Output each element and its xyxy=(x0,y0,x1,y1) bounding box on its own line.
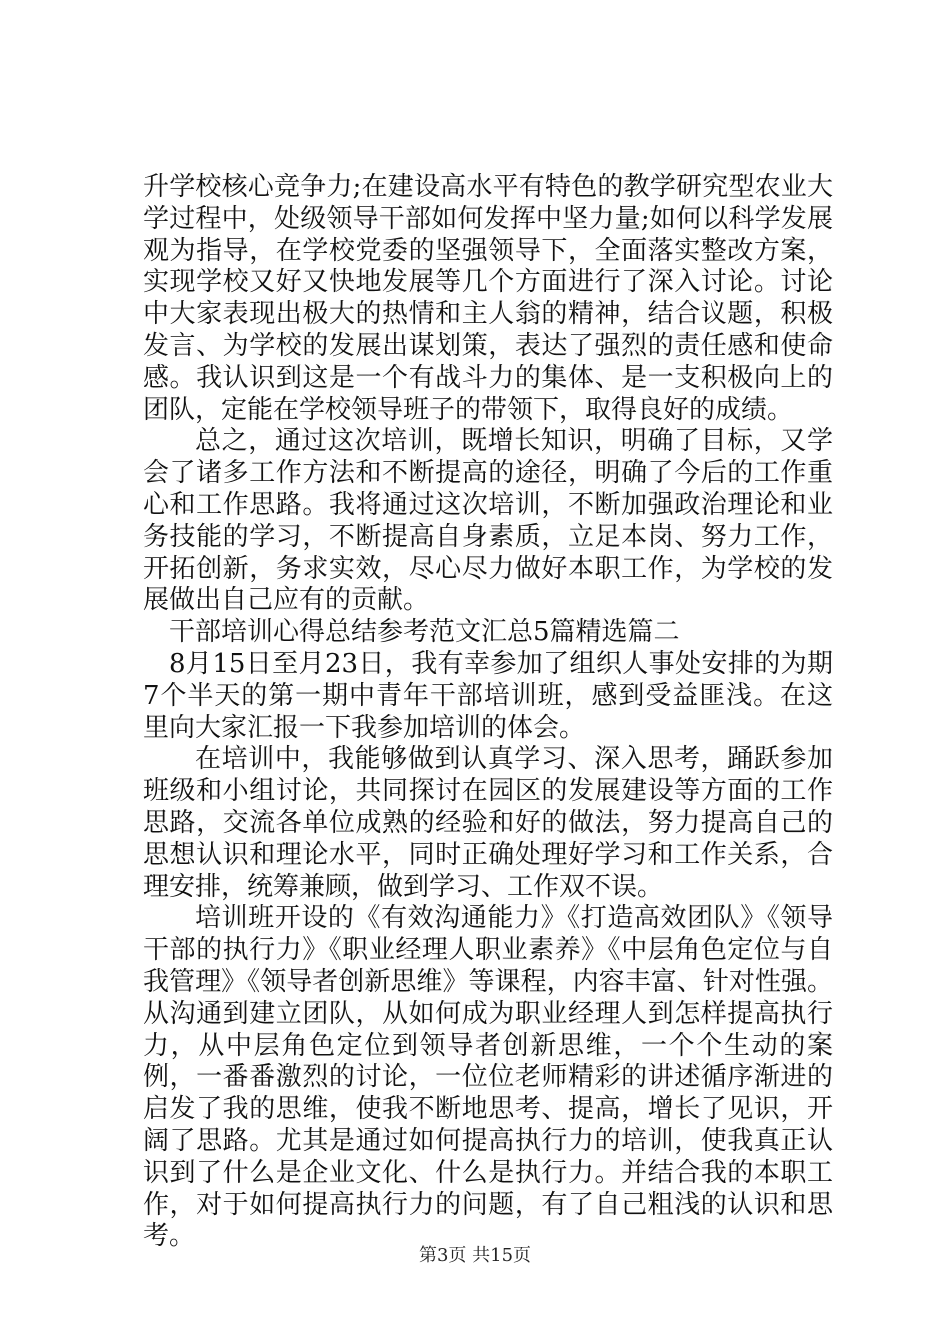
paragraph-courses: 培训班开设的《有效沟通能力》《打造高效团队》《领导干部的执行力》《职业经理人职业素养》《中层角色定位与自我管理》《领导者创新思维》等课程，内容丰富、针对性强。从沟通到建立团队，从如何成为职业经理人到怎样提高执行力，从中层角色定位到领导者创新思维，一个个生动的案例，一番番激烈的讨论，一位位老师精彩的讲述循序渐进的启发了我的思维，使我不断地思考、提高，增长了见识，开阔了思路。尤其是通过如何提高执行力的培训，使我真正认识到了什么是企业文化、什么是执行力。并结合我的本职工作，对于如何提高执行力的问题，有了自己粗浅的认识和思考。 xyxy=(143,903,833,1252)
paragraph-study: 在培训中，我能够做到认真学习、深入思考，踊跃参加班级和小组讨论，共同探讨在园区的发展建设等方面的工作思路，交流各单位成熟的经验和好的做法，努力提高自己的思想认识和理论水平，同时正确处理好学习和工作关系，合理安排，统筹兼顾，做到学习、工作双不误。 xyxy=(143,744,833,902)
paragraph-summary: 总之，通过这次培训，既增长知识，明确了目标，又学会了诸多工作方法和不断提高的途径，明确了今后的工作重心和工作思路。我将通过这次培训，不断加强政治理论和业务技能的学习，不断提高自身素质，立足本岗、努力工作，开拓创新，务求实效，尽心尽力做好本职工作，为学校的发展做出自己应有的贡献。 xyxy=(143,426,833,616)
paragraph-continued: 升学校核心竞争力;在建设高水平有特色的教学研究型农业大学过程中，处级领导干部如何发挥中坚力量;如何以科学发展观为指导，在学校党委的坚强领导下，全面落实整改方案，实现学校又好又快地发展等几个方面进行了深入讨论。讨论中大家表现出极大的热情和主人翁的精神，结合议题，积极发言、为学校的发展出谋划策，表达了强烈的责任感和使命感。我认识到这是一个有战斗力的集体、是一支积极向上的团队，定能在学校领导班子的带领下，取得良好的成绩。 xyxy=(143,172,833,425)
section-heading: 干部培训心得总结参考范文汇总5篇精选篇二 xyxy=(169,617,680,648)
paragraph-intro: 8月15日至月23日，我有幸参加了组织人事处安排的为期7个半天的第一期中青年干部培训班，感到受益匪浅。在这里向大家汇报一下我参加培训的体会。 xyxy=(143,648,833,743)
page-number-footer: 第3页 共15页 xyxy=(418,1245,532,1266)
document-body xyxy=(143,172,833,1253)
